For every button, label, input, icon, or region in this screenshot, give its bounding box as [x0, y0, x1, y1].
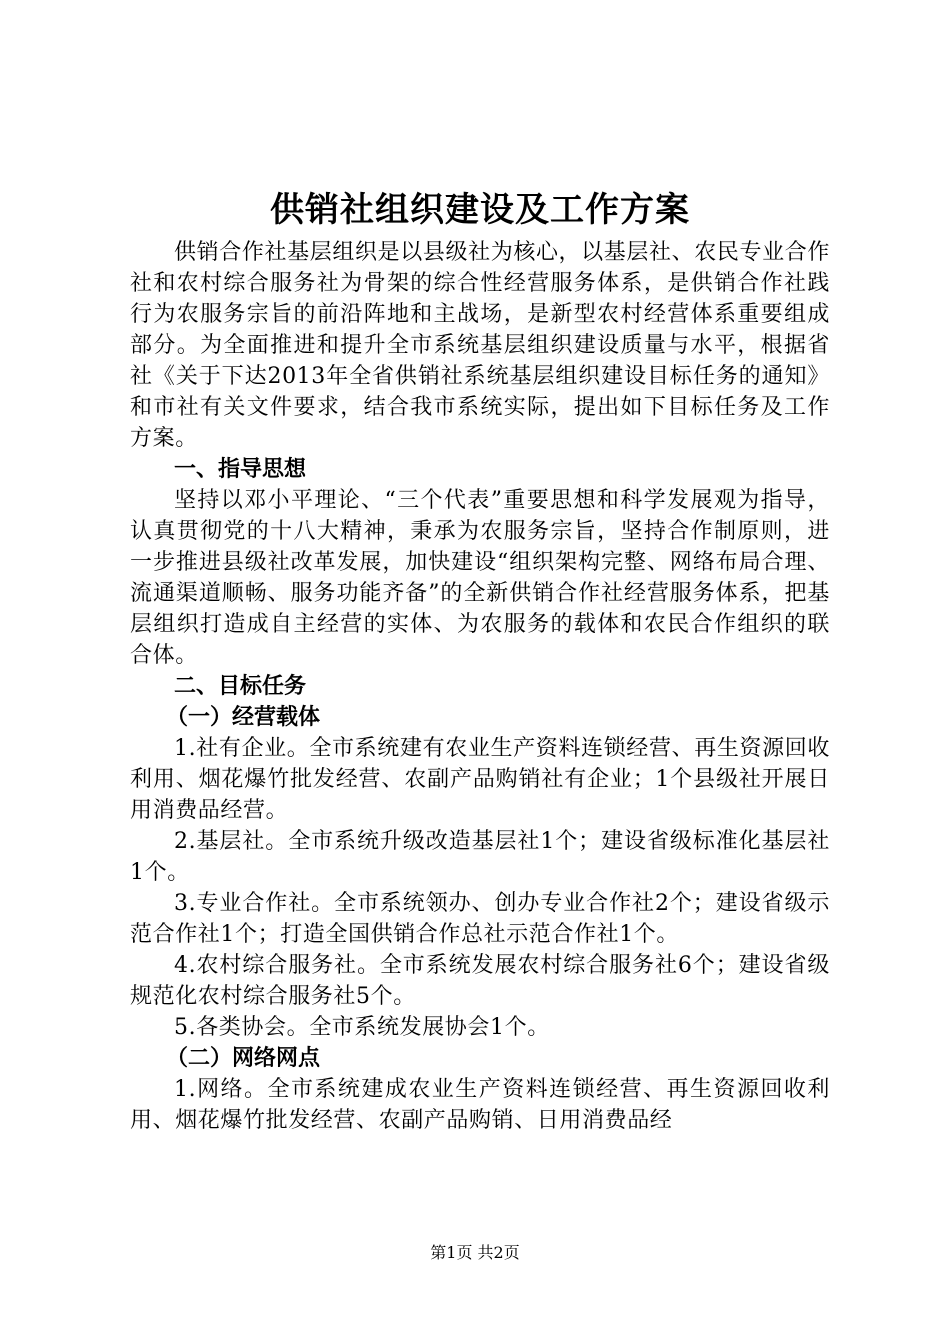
page-indicator: 第1页 共2页 [430, 1243, 520, 1262]
list-item: 4.农村综合服务社。全市系统发展农村综合服务社6个；建设省级规范化农村综合服务社5个。 [130, 953, 830, 1009]
list-item: 1.网络。全市系统建成农业生产资料连锁经营、再生资源回收利用、烟花爆竹批发经营、农副产品购销、日用消费品经 [130, 1077, 830, 1133]
subheading-business-carriers: （一）经营载体 [166, 705, 321, 730]
subheading-network-outlets: （二）网络网点 [166, 1046, 321, 1071]
intro-paragraph: 供销合作社基层组织是以县级社为核心，以基层社、农民专业合作社和农村综合服务社为骨架的综合性经营服务体系，是供销合作社践行为农服务宗旨的前沿阵地和主战场，是新型农村经营体系重要组成部分。为全面推进和提升全市系统基层组织建设质量与水平，根据省社《关于下达2013年全省供销社系统基层组织建设目标任务的通知》和市社有关文件要求，结合我市系统实际，提出如下目标任务及工作方案。 [130, 240, 830, 451]
list-item: 3.专业合作社。全市系统领办、创办专业合作社2个；建设省级示范合作社1个；打造全国供销合作总社示范合作社1个。 [130, 891, 830, 947]
document-body [130, 185, 830, 1136]
section-heading-guiding-ideology: 一、指导思想 [174, 457, 307, 482]
guiding-ideology-paragraph: 坚持以邓小平理论、“三个代表”重要思想和科学发展观为指导，认真贯彻党的十八大精神，秉承为农服务宗旨，坚持合作制原则，进一步推进县级社改革发展，加快建设“组织架构完整、网络布局合理、流通渠道顺畅、服务功能齐备”的全新供销合作社经营服务体系，把基层组织打造成自主经营的实体、为农服务的载体和农民合作组织的联合体。 [130, 488, 830, 668]
document-title: 供销社组织建设及工作方案 [270, 190, 690, 230]
list-item: 5.各类协会。全市系统发展协会1个。 [174, 1015, 550, 1040]
section-heading-targets: 二、目标任务 [174, 674, 307, 699]
list-item: 1.社有企业。全市系统建有农业生产资料连锁经营、再生资源回收利用、烟花爆竹批发经营、农副产品购销社有企业；1个县级社开展日用消费品经营。 [130, 736, 830, 823]
list-item: 2.基层社。全市系统升级改造基层社1个；建设省级标准化基层社1个。 [130, 829, 830, 885]
